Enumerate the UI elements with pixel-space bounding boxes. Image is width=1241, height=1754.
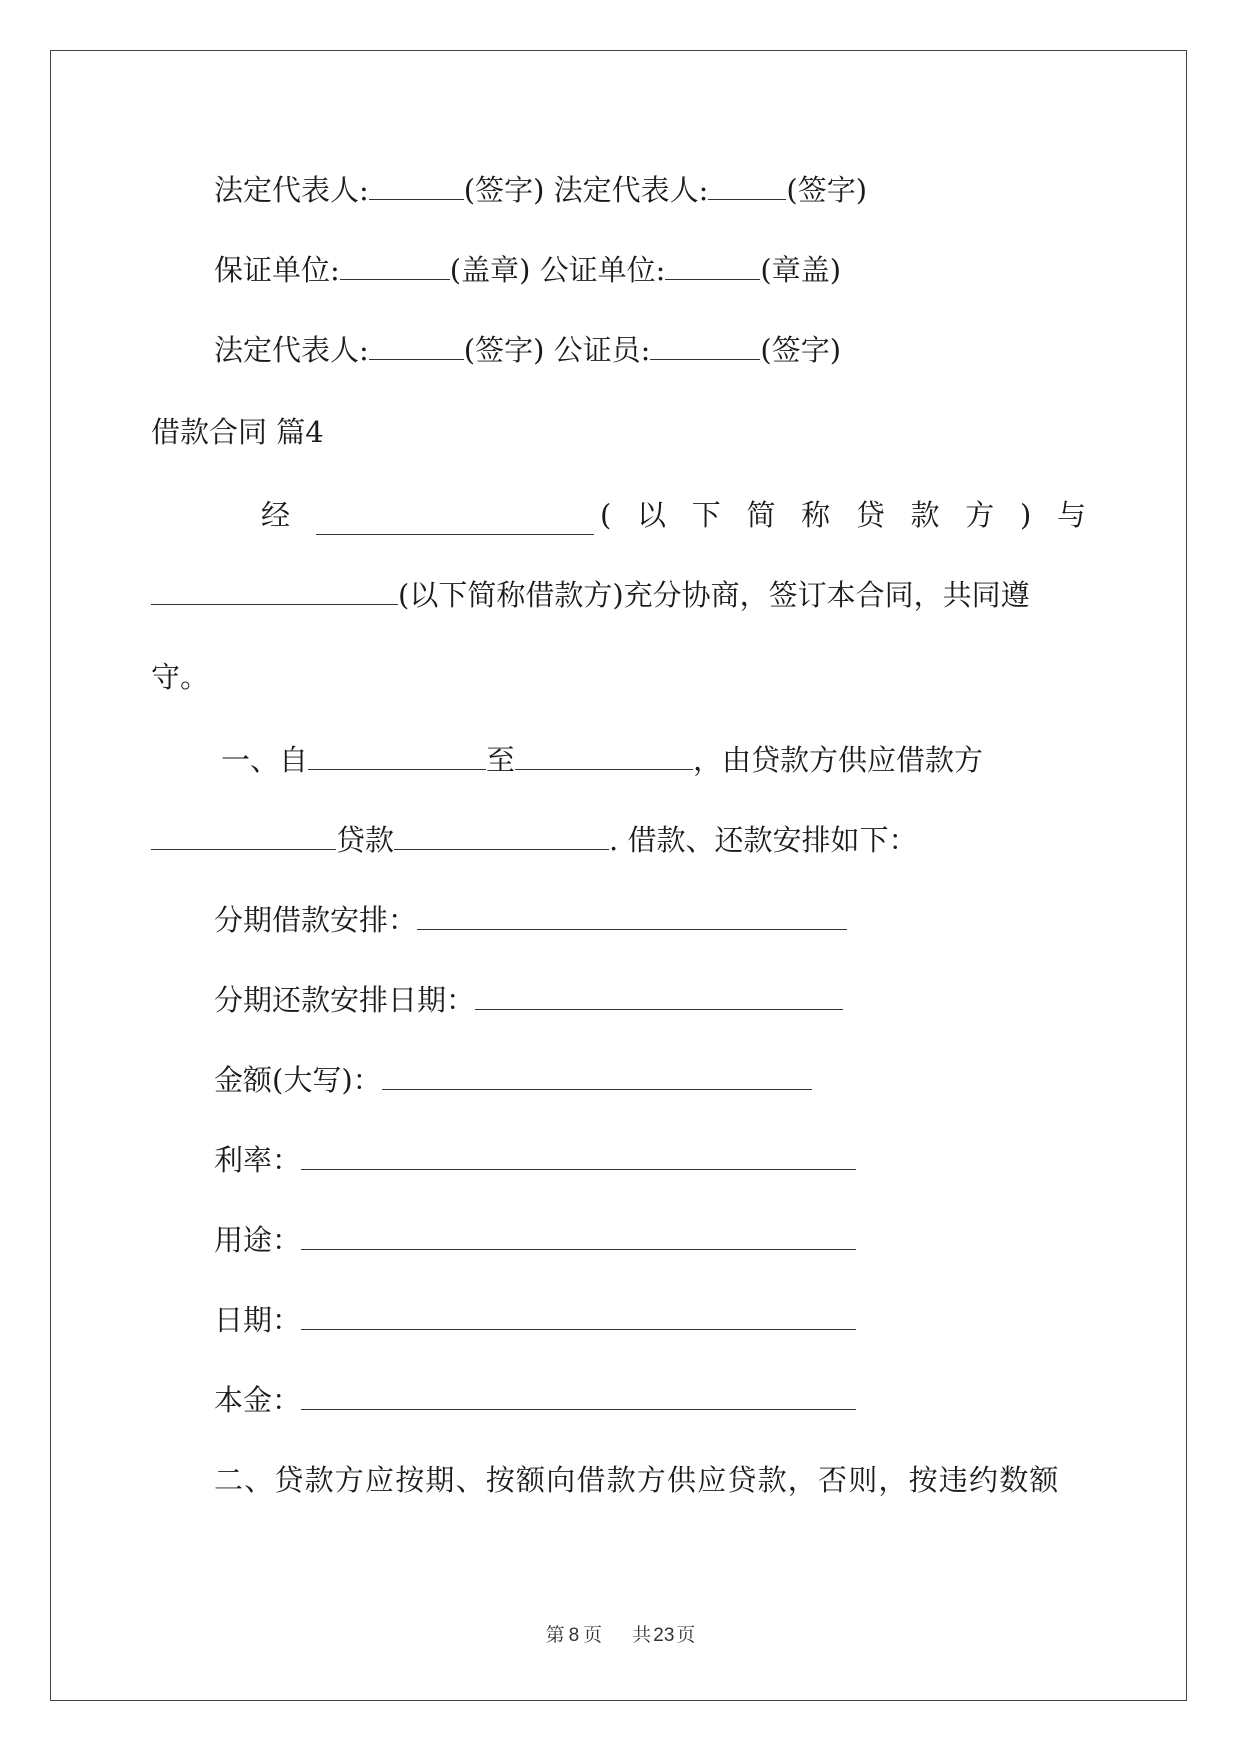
blank-line (369, 335, 464, 360)
field-interest-rate: 利率： (214, 1140, 856, 1180)
page-number: 8 (568, 1625, 580, 1646)
blank-line (708, 175, 786, 200)
section-title: 借款合同 篇4 (151, 415, 324, 449)
field-principal: 本金： (214, 1380, 856, 1420)
blank-line (301, 1145, 856, 1170)
blank-line (301, 1305, 856, 1330)
blank-line (301, 1385, 856, 1410)
signature-label: 保证单位: (214, 253, 340, 287)
signature-note: (章盖) (760, 253, 842, 287)
signature-row-3 (214, 330, 841, 370)
signature-note: (签字) (463, 333, 545, 367)
field-date: 日期： (214, 1300, 856, 1340)
blank-line (475, 985, 843, 1010)
clause-1-line-1: 一、自 至 ，由贷款方供应借款方 (221, 743, 984, 777)
blank-line (316, 510, 594, 535)
blank-line (151, 825, 336, 850)
page-border (50, 50, 1187, 1701)
blank-line (340, 255, 450, 280)
blank-line (515, 745, 693, 770)
blank-line (369, 175, 464, 200)
field-purpose: 用途： (214, 1220, 856, 1260)
clause-2-text: 二、贷款方应按期、按额向借款方供应贷款，否则，按违约数额 (214, 1463, 1060, 1497)
intro-line-3: 守。 (151, 660, 210, 694)
signature-note: (签字) (786, 173, 868, 207)
signature-note: (签字) (760, 333, 842, 367)
intro-text: (以下简称借款方)充分协商，签订本合同，共同遵 (398, 578, 1030, 612)
blank-line (151, 580, 398, 605)
signature-label: 公证单位: (539, 253, 666, 287)
signature-label: 公证员: (553, 333, 651, 367)
blank-line (301, 1225, 856, 1250)
total-pages: 23 (653, 1625, 675, 1646)
signature-note: (盖章) (449, 253, 531, 287)
blank-line (382, 1065, 812, 1090)
field-repayment-date: 分期还款安排日期： (214, 980, 843, 1020)
field-amount: 金额(大写)： (214, 1060, 812, 1100)
intro-line-1 (261, 495, 1086, 535)
field-installment-loan: 分期借款安排： (214, 900, 847, 940)
intro-line-2 (151, 575, 1030, 615)
signature-label: 法定代表人: (553, 173, 709, 207)
signature-row-1 (214, 170, 867, 210)
blank-line (650, 335, 760, 360)
intro-word: 经 (261, 498, 291, 532)
clause-1-line-2: 贷款 . 借款、还款安排如下： (151, 820, 917, 860)
blank-line (665, 255, 760, 280)
page-footer: 第 8 页 共 23 页 (545, 1624, 696, 1646)
intro-justified-text: ( 以 下 简 称 贷 款 方 ) 与 (600, 498, 1086, 532)
signature-row-2 (214, 250, 841, 290)
blank-line (417, 905, 847, 930)
signature-note: (签字) (463, 173, 545, 207)
blank-line (394, 825, 609, 850)
signature-label: 法定代表人: (214, 173, 369, 207)
signature-label: 法定代表人: (214, 333, 369, 367)
blank-line (308, 745, 486, 770)
